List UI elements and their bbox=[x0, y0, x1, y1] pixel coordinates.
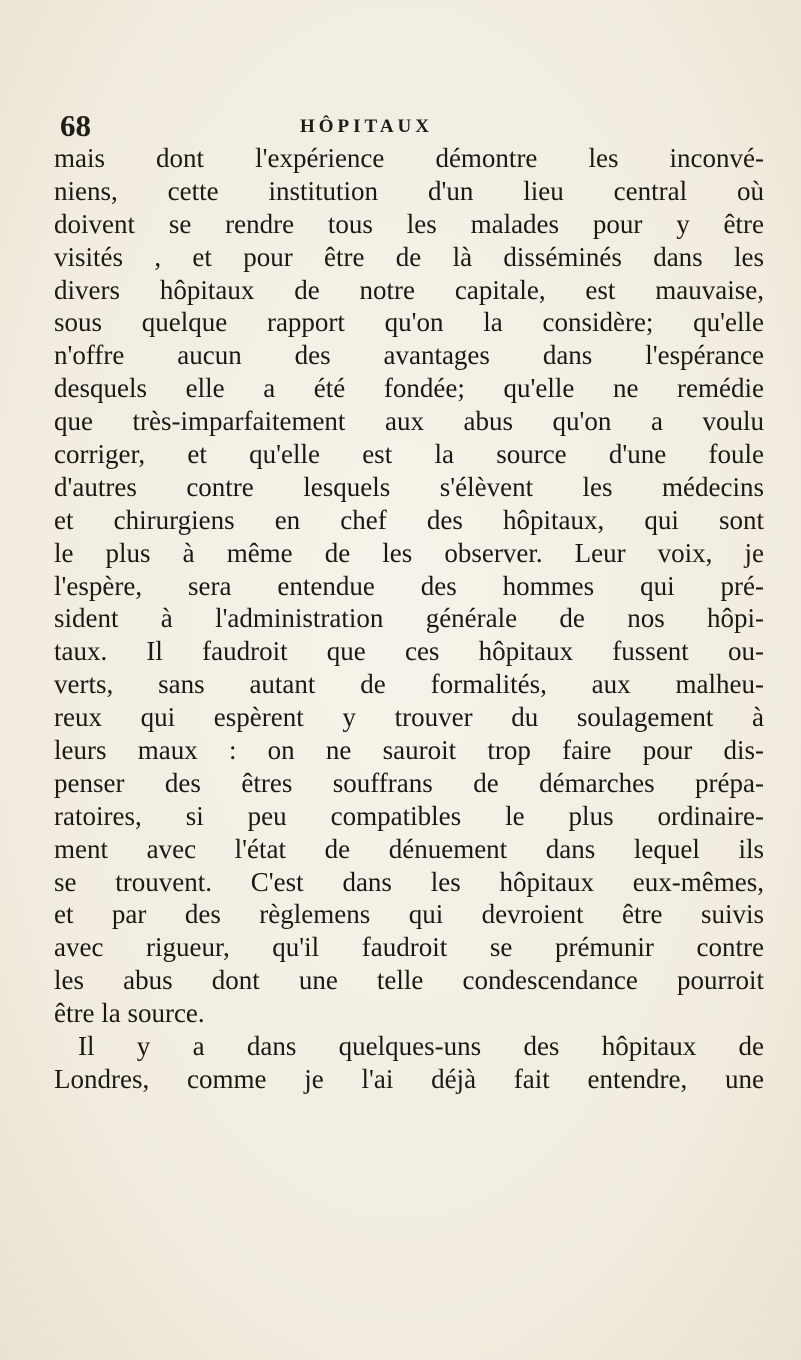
text-line: niens, cette institution d'un lieu central où bbox=[54, 175, 764, 206]
text-line: Londres, comme je l'ai déjà fait entendre, une bbox=[54, 1063, 764, 1094]
page-number: 68 bbox=[60, 108, 91, 143]
text-line: et par des règlemens qui devroient être suivis bbox=[54, 899, 764, 930]
text-line: que très-imparfaitement aux abus qu'on a voulu bbox=[54, 406, 764, 437]
text-line: divers hôpitaux de notre capitale, est mauvaise, bbox=[54, 274, 764, 305]
text-line: se trouvent. C'est dans les hôpitaux eux-mêmes, bbox=[54, 866, 764, 897]
text-line: penser des êtres souffrans de démarches prépa- bbox=[54, 767, 764, 798]
text-line: le plus à même de les observer. Leur voix, je bbox=[54, 537, 764, 568]
page-header bbox=[60, 106, 760, 146]
text-line: doivent se rendre tous les malades pour y être bbox=[54, 208, 764, 239]
text-line: taux. Il faudroit que ces hôpitaux fussent ou- bbox=[54, 636, 764, 667]
text-line: reux qui espèrent y trouver du soulagement à bbox=[54, 702, 764, 733]
text-line: desquels elle a été fondée; qu'elle ne remédie bbox=[54, 373, 764, 404]
text-line: verts, sans autant de formalités, aux malheu- bbox=[54, 669, 764, 700]
text-line: leurs maux : on ne sauroit trop faire pour dis- bbox=[54, 735, 764, 766]
running-head: HÔPITAUX bbox=[300, 116, 433, 137]
text-line: mais dont l'expérience démontre les inconvé- bbox=[54, 143, 764, 173]
text-line-paragraph-end: être la source. bbox=[54, 998, 205, 1029]
text-line: avec rigueur, qu'il faudroit se prémunir contre bbox=[54, 932, 764, 963]
text-line: visités , et pour être de là disséminés dans les bbox=[54, 241, 764, 272]
text-line: corriger, et qu'elle est la source d'une foule bbox=[54, 439, 764, 470]
text-line: les abus dont une telle condescendance pourroit bbox=[54, 965, 764, 996]
text-line-paragraph-start: Il y a dans quelques-uns des hôpitaux de bbox=[78, 1031, 764, 1062]
text-line: d'autres contre lesquels s'élèvent les médecins bbox=[54, 471, 764, 502]
text-line: ratoires, si peu compatibles le plus ordinaire- bbox=[54, 800, 764, 831]
text-line: sous quelque rapport qu'on la considère; qu'elle bbox=[54, 307, 764, 338]
text-line: l'espère, sera entendue des hommes qui pré- bbox=[54, 570, 764, 601]
text-line: sident à l'administration générale de nos hôpi- bbox=[54, 603, 764, 634]
text-line: ment avec l'état de dénuement dans lequel ils bbox=[54, 833, 764, 864]
text-line: n'offre aucun des avantages dans l'espérance bbox=[54, 340, 764, 371]
body-text bbox=[54, 142, 764, 1096]
text-line: et chirurgiens en chef des hôpitaux, qui sont bbox=[54, 504, 764, 535]
